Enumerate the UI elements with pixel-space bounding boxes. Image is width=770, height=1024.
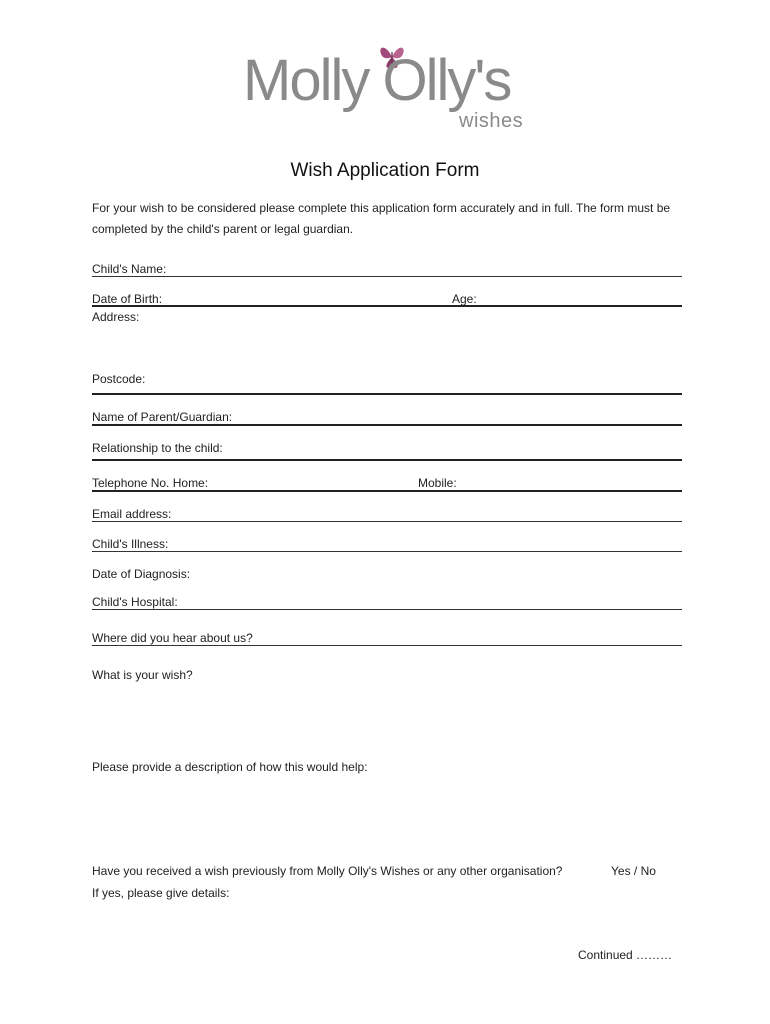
telephone-home-label: Telephone No. Home:	[92, 476, 209, 490]
mobile-label: Mobile:	[418, 476, 457, 490]
relationship-field[interactable]	[92, 459, 682, 461]
heard-about-label: Where did you hear about us?	[92, 631, 253, 645]
email-label: Email address:	[92, 507, 172, 521]
dob-label: Date of Birth:	[92, 292, 163, 306]
yes-no-option[interactable]: Yes / No	[611, 864, 656, 878]
description-label: Please provide a description of how this would help:	[92, 760, 368, 774]
previous-wish-label: Have you received a wish previously from Molly Olly's Wishes or any other organisation?	[92, 864, 563, 878]
heard-about-field[interactable]	[92, 645, 682, 646]
email-field[interactable]	[92, 521, 682, 522]
postcode-label: Postcode:	[92, 372, 146, 386]
age-label: Age:	[452, 292, 477, 306]
wish-label: What is your wish?	[92, 668, 193, 682]
illness-field[interactable]	[92, 551, 682, 552]
logo-name: Molly Olly's	[243, 48, 511, 113]
postcode-field[interactable]	[92, 393, 682, 395]
details-field[interactable]	[92, 903, 682, 938]
hospital-label: Child's Hospital:	[92, 595, 178, 609]
telephone-field[interactable]	[92, 490, 682, 492]
parent-name-field[interactable]	[92, 424, 682, 426]
diagnosis-date-label: Date of Diagnosis:	[92, 567, 191, 581]
child-name-label: Child's Name:	[92, 262, 167, 276]
hospital-field[interactable]	[92, 609, 682, 610]
form-title: Wish Application Form	[290, 160, 480, 181]
wish-field[interactable]	[92, 685, 682, 755]
address-label: Address:	[92, 310, 140, 324]
illness-label: Child's Illness:	[92, 537, 169, 551]
logo	[240, 40, 540, 140]
continued-note: Continued ………	[578, 948, 673, 962]
logo-sub: wishes	[459, 110, 524, 132]
description-field[interactable]	[92, 777, 682, 857]
form-intro: For your wish to be considered please complete this application form accurately and in full. The form must be completed by the child's parent or legal guardian.	[92, 201, 671, 236]
dob-age-field[interactable]	[92, 305, 682, 307]
child-name-field[interactable]	[92, 276, 682, 277]
relationship-label: Relationship to the child:	[92, 441, 223, 455]
parent-name-label: Name of Parent/Guardian:	[92, 410, 233, 424]
details-label: If yes, please give details:	[92, 886, 230, 900]
address-field[interactable]	[92, 325, 682, 370]
